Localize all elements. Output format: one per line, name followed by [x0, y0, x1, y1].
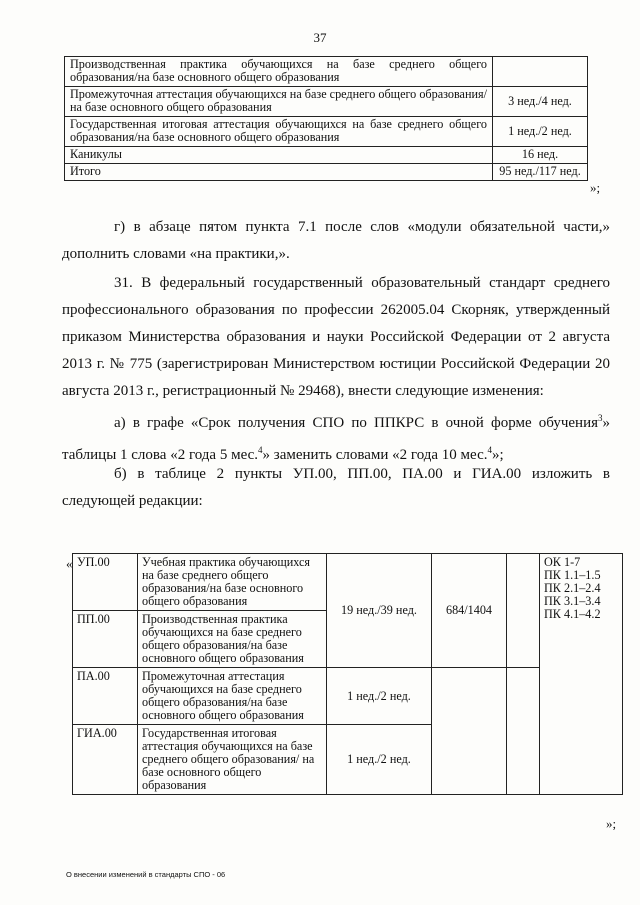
- paragraph-text: »;: [492, 447, 504, 463]
- table-row: [65, 164, 588, 181]
- table-cell: Промежуточная аттестация обучающихся на базе среднего общего образования/на базе основного общего образования: [65, 87, 493, 117]
- paragraph-a: [62, 405, 610, 469]
- name-cell: Государственная итоговая аттестация обучающихся на базе среднего общего образования/ на базе основного общего образования: [138, 725, 327, 795]
- table-row: [65, 87, 588, 117]
- code-cell: ПП.00: [73, 611, 138, 668]
- name-cell: Учебная практика обучающихся на базе среднего общего образования/на базе основного общего образования: [138, 554, 327, 611]
- footnote-ref: 4: [258, 445, 263, 455]
- hours-cell: [432, 668, 507, 795]
- opening-quote: «: [66, 556, 73, 571]
- table-cell: Производственная практика обучающихся на базе среднего общего образования/на базе основного общего образования: [65, 57, 493, 87]
- competency-item: ПК 1.1–1.5: [544, 568, 601, 582]
- closing-quote: »;: [590, 180, 601, 195]
- paragraph-b: б) в таблице 2 пункты УП.00, ПП.00, ПА.00 и ГИА.00 изложить в следующей редакции:: [62, 466, 610, 509]
- table-cell: [493, 57, 588, 87]
- name-cell: Производственная практика обучающихся на базе среднего общего образования/на базе основного общего образования: [138, 611, 327, 668]
- bottom-table: [72, 553, 623, 795]
- table-cell: 95 нед./117 нед.: [493, 164, 588, 181]
- table-row: [65, 147, 588, 164]
- table-cell: Государственная итоговая аттестация обучающихся на базе среднего общего образования/на базе основного общего образования: [65, 117, 493, 147]
- paragraph-text: » заменить словами «2 года 10 мес.: [262, 447, 488, 463]
- code-cell: ПА.00: [73, 668, 138, 725]
- footnote-ref: 3: [598, 413, 603, 423]
- top-table: [64, 56, 588, 181]
- footnote-ref: 4: [487, 445, 492, 455]
- duration-cell: 1 нед./2 нед.: [327, 725, 432, 795]
- table-row: [65, 57, 588, 87]
- competency-item: ПК 3.1–3.4: [544, 594, 601, 608]
- table-cell: 3 нед./4 нед.: [493, 87, 588, 117]
- table-cell: Каникулы: [65, 147, 493, 164]
- table-cell: Итого: [65, 164, 493, 181]
- empty-cell: [507, 554, 540, 668]
- code-cell: УП.00: [73, 554, 138, 611]
- table-row: [73, 554, 623, 611]
- page-number: 37: [313, 30, 327, 45]
- table-cell: 16 нед.: [493, 147, 588, 164]
- duration-cell: 19 нед./39 нед.: [327, 554, 432, 668]
- competency-item: ОК 1-7: [544, 555, 581, 569]
- duration-cell: 1 нед./2 нед.: [327, 668, 432, 725]
- empty-cell: [507, 668, 540, 795]
- closing-quote: »;: [606, 816, 617, 831]
- footer-note: О внесении изменений в стандарты СПО - 06: [66, 870, 226, 879]
- paragraph-text: » таблицы 1 слова «2 года 5 мес.: [62, 415, 610, 463]
- code-cell: ГИА.00: [73, 725, 138, 795]
- paragraph-31: 31. В федеральный государственный образовательный стандарт среднего профессионального образования по профессии 262005.04 Скорняк, утвержденный приказом Министерства образования и науки Российской Федерации от 2 августа 2013 г. № 775 (зарегистрирован Министерством юстиции Российской Федерации 20 августа 2013 г., регистрационный № 29468), внести следующие изменения:: [62, 275, 610, 399]
- competency-item: ПК 2.1–2.4: [544, 581, 601, 595]
- competency-item: ПК 4.1–4.2: [544, 607, 601, 621]
- competencies-cell: [540, 554, 623, 795]
- paragraph-text: а) в графе «Срок получения СПО по ППКРС в очной форме обучения: [114, 415, 598, 431]
- hours-cell: 684/1404: [432, 554, 507, 668]
- paragraph-g: г) в абзаце пятом пункта 7.1 после слов «модули обязательной части,» дополнить словами «на практики,».: [62, 219, 610, 262]
- table-cell: 1 нед./2 нед.: [493, 117, 588, 147]
- name-cell: Промежуточная аттестация обучающихся на базе среднего общего образования/на базе основного общего образования: [138, 668, 327, 725]
- table-row: [65, 117, 588, 147]
